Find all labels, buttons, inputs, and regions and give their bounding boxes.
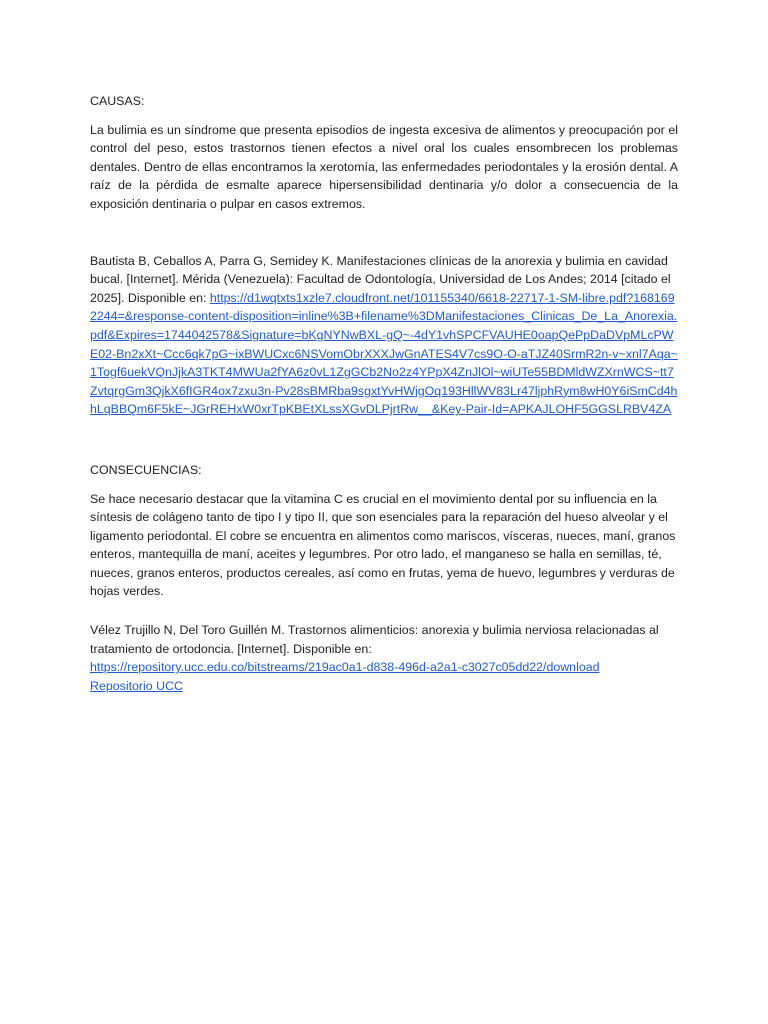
repositorio-ucc-link[interactable]: Repositorio UCC [90, 678, 183, 693]
document-page [90, 92, 678, 695]
consecuencias-heading: CONSECUENCIAS: [90, 462, 202, 477]
consecuencias-paragraph: Se hace necesario destacar que la vitamina C es crucial en el movimiento dental por su influencia en la síntesis de colágeno tanto de tipo I y tipo II, que son esenciales para la reparación del hueso alveolar y el ligamento periodontal. El cobre se encuentra en alimentos como mariscos, vísceras, nueces, maní, granos enteros, mantequilla de maní, aceites y legumbres. Por otro lado, el manganeso se halla en semillas, té, nueces, granos enteros, productos cereales, así como en frutas, yema de huevo, legumbres y verduras de hojas verdes. [90, 491, 676, 599]
reference-1-link[interactable]: https://d1wqtxts1xzle7.cloudfront.net/101155340/6618-22717-1-SM-libre.pdf?1681692244=&response-content-disposition=inline%3B+filename%3DManifestaciones_Clinicas_De_La_Anorexia.pdf&Expires=1744042578&Signature=bKgNYNwBXL-gQ~-4dY1vhSPCFVAUHE0oapQePpDaDVpMLcPWE02-Bn2xXt~Ccc6qk7pG~ixBWUCxc6NSVomObrXXXJwGnATES4V7cs9O-O-aTJZ40SrmR2n-v~xnl7Aqa~1Togf6uekVQnJjkA3TKT4MWUa2fYA6z0vL1ZgGCb2No2z4YPpX4ZnJlOl~wiUTe55BDMldWZXrnWCS~tt7ZvtqrgGm3QjkX6fIGR4ox7zxu3n-Pv28sBMRba9sgxtYvHWjgOq193HllWV83Lr47ljphRym8wH0Y6iSmCd4hhLqBBQm6F5kE~JGrREHxW0xrTpKBEtXLssXGvDLPjrtRw__&Key-Pair-Id=APKAJLOHF5GGSLRBV4ZA [90, 290, 678, 417]
spacer [90, 214, 678, 252]
reference-2-text: Vélez Trujillo N, Del Toro Guillén M. Trastornos alimenticios: anorexia y bulimia nerviosa relacionadas al tratamiento de ortodoncia. [Internet]. Disponible en: [90, 623, 659, 656]
causas-heading: CAUSAS: [90, 94, 145, 108]
causas-paragraph: La bulimia es un síndrome que presenta episodios de ingesta excesiva de alimentos y preocupación por el control del peso, estos trastornos tienen efectos a nivel oral los cuales ensombrecen los problemas dentales. Dentro de ellas encontramos la xerotomía, las enfermedades periodontales y la erosión dental. A raíz de la pérdida de esmalte aparece hipersensibilidad dentinaria y/o dolor a consecuencia de la exposición dentinaria o pulpar en casos extremos. [90, 122, 678, 211]
spacer [90, 480, 678, 490]
spacer [90, 111, 678, 121]
reference-1-text: Bautista B, Ceballos A, Parra G, Semidey K. Manifestaciones clínicas de la anorexia y bulimia en cavidad bucal. [Internet]. Mérida (Venezuela): Facultad de Odontología, Universidad de Los Andes; 2014 [citado el 2025]. Disponible en: [90, 253, 671, 305]
reference-1 [90, 252, 678, 419]
reference-2-link[interactable]: https://repository.ucc.edu.co/bitstreams/219ac0a1-d838-496d-a2a1-c3027c05dd22/download [90, 660, 600, 675]
spacer [90, 419, 678, 461]
reference-2 [90, 621, 678, 695]
spacer [90, 601, 678, 621]
